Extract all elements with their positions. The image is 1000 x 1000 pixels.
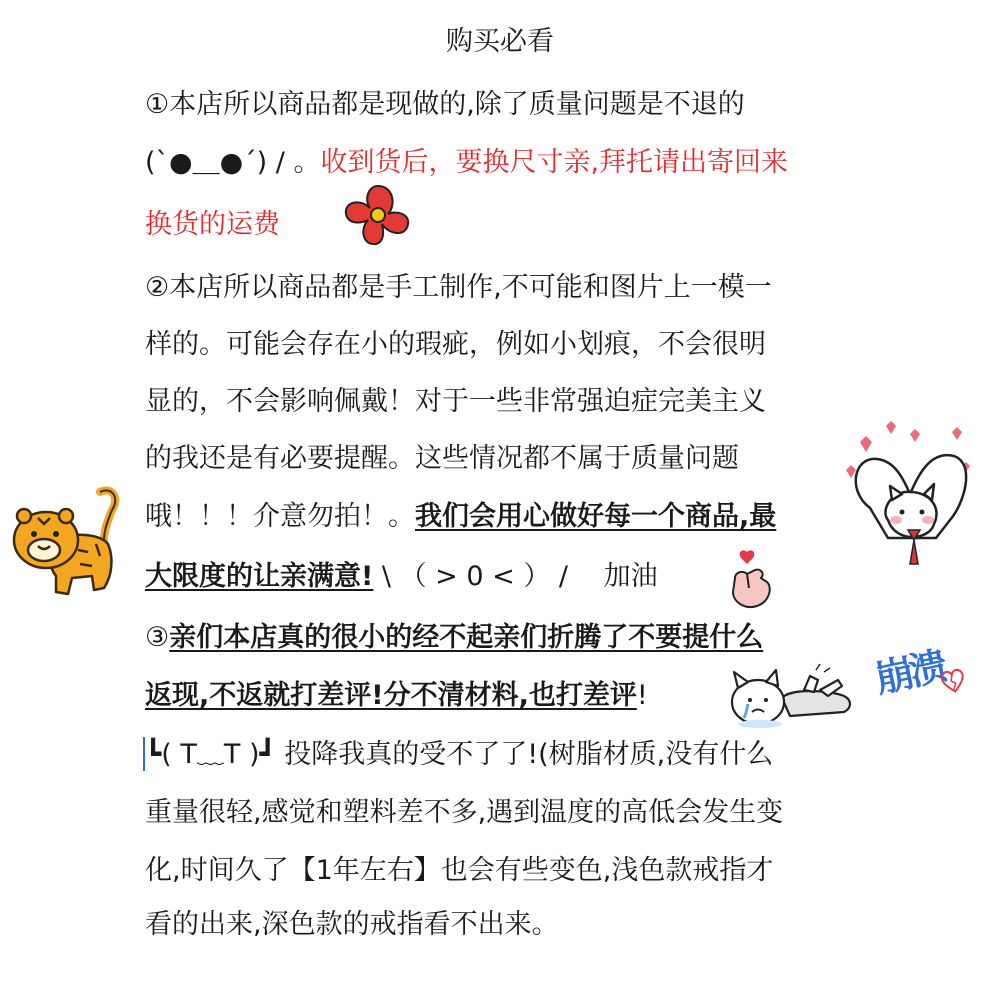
collapse-sticker bbox=[864, 619, 981, 730]
emphasis-text: 返现,不返就打差评!分不清材料,也打差评 bbox=[145, 680, 637, 711]
notice-line-11 bbox=[145, 676, 648, 716]
emphasis-text: 我们会用心做好每一个商品,最 bbox=[415, 501, 777, 532]
page-title: 购买必看 bbox=[446, 26, 554, 57]
notice-line-5 bbox=[145, 325, 766, 365]
line-text: ①本店所以商品都是现做的,除了质量问题是不退的 bbox=[145, 89, 745, 120]
notice-line-12 bbox=[145, 735, 773, 775]
line-text: 显的，不会影响佩戴！对于一些非常强迫症完美主义 bbox=[145, 386, 766, 417]
line-text: 的我还是有必要提醒。这些情况都不属于质量问题 bbox=[145, 443, 739, 474]
notice-line-14 bbox=[145, 851, 773, 891]
line-text: ②本店所以商品都是手工制作,不可能和图片上一模一 bbox=[145, 272, 772, 303]
exchange-notice-text: 换货的运费 bbox=[145, 209, 280, 240]
kaomoji-text: (`●＿●´) / 。 bbox=[145, 147, 321, 178]
notice-line-10 bbox=[145, 618, 763, 658]
notice-line-1 bbox=[145, 85, 745, 125]
flower-sticker-icon bbox=[338, 180, 418, 252]
line-text: 化,时间久了【1年左右】也会有些变色,浅色款戒指才 bbox=[145, 855, 774, 886]
line-text: 哦！！！介意勿拍！。 bbox=[145, 501, 415, 532]
line-text: 样的。可能会存在小的瑕疵，例如小划痕，不会很明 bbox=[145, 329, 766, 360]
notice-line-15 bbox=[145, 905, 559, 945]
exchange-notice-text: 收到货后，要换尺寸亲,拜托请出寄回来 bbox=[320, 147, 789, 178]
notice-line-8 bbox=[145, 497, 776, 537]
line-text: 重量很轻,感觉和塑料差不多,遇到温度的高低会发生变 bbox=[145, 797, 784, 828]
notice-line-9 bbox=[145, 557, 658, 597]
line-text: ③ bbox=[145, 622, 170, 653]
notice-line-2 bbox=[145, 143, 788, 183]
notice-line-6 bbox=[145, 382, 766, 422]
tiger-sticker-icon bbox=[8, 480, 123, 605]
cat-heart-sticker-icon bbox=[840, 420, 980, 585]
finger-heart-sticker-icon bbox=[725, 548, 780, 610]
notice-line-7 bbox=[145, 439, 739, 479]
lying-cat-sticker-icon bbox=[720, 660, 860, 730]
line-text: 看的出来,深色款的戒指看不出来。 bbox=[145, 909, 559, 940]
emphasis-text: 亲们本店真的很小的经不起亲们折腾了不要提什么 bbox=[169, 622, 764, 653]
line-text: ┗( T﹏T )┛ 投降我真的受不了了!(树脂材质,没有什么 bbox=[145, 739, 774, 770]
line-text: ! bbox=[636, 680, 648, 711]
kaomoji-text: \ （ > 0 < ） / 加油 bbox=[373, 561, 658, 592]
collapse-sticker-text: 崩溃 bbox=[871, 643, 948, 702]
notice-line-13 bbox=[145, 793, 783, 833]
emphasis-text: 大限度的让亲满意! bbox=[145, 561, 374, 592]
notice-line-4 bbox=[145, 268, 772, 308]
notice-line-3 bbox=[145, 205, 280, 245]
broken-heart-icon bbox=[938, 665, 969, 696]
